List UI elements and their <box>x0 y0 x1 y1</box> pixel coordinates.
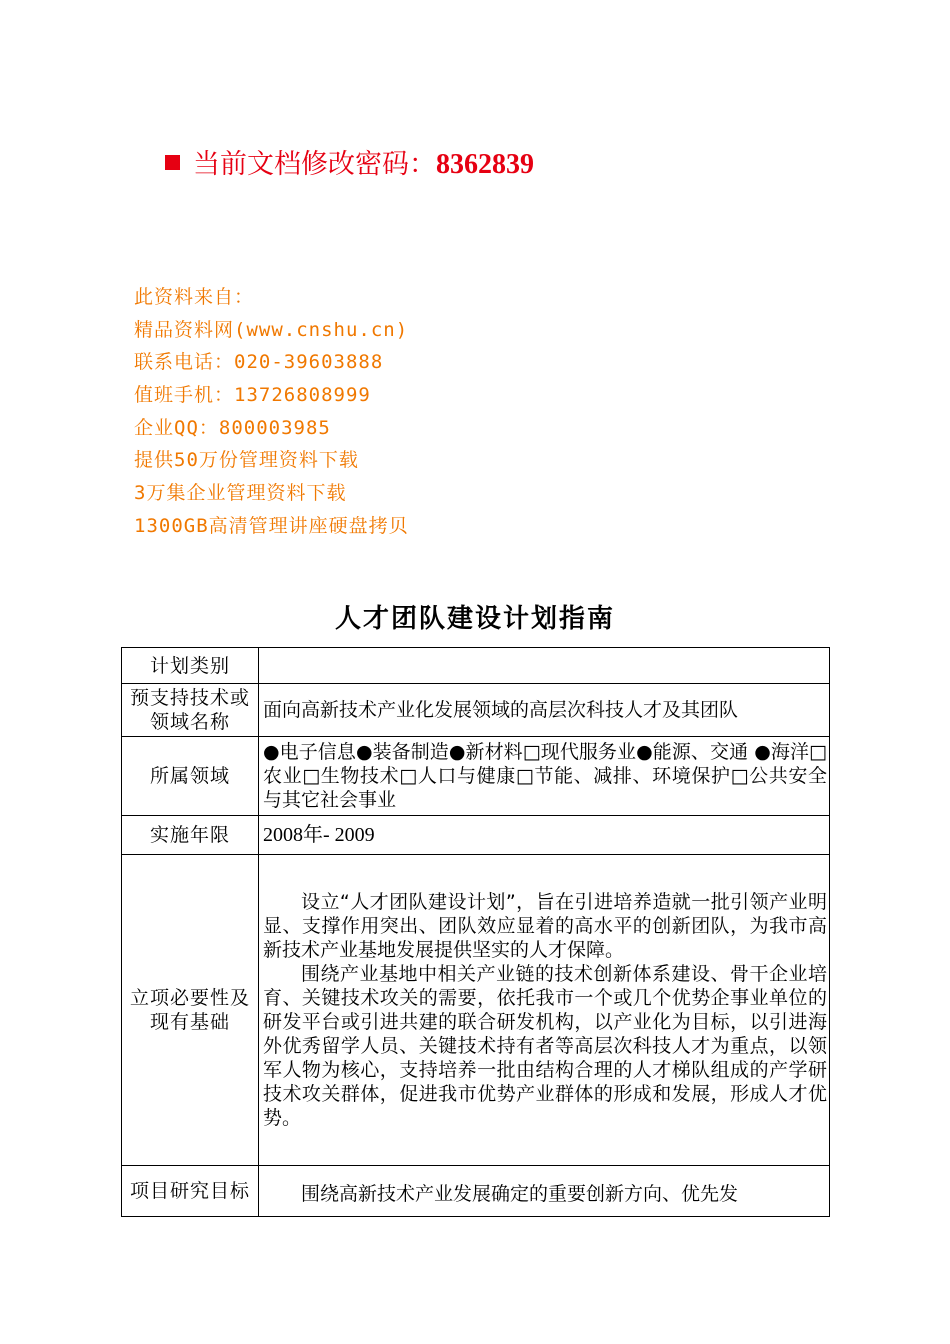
document-title: 人才团队建设计划指南 <box>334 604 615 634</box>
password-value: 8362839 <box>436 149 534 180</box>
table-row <box>122 737 830 816</box>
table-row <box>122 684 830 737</box>
row-value: 面向高新技术产业化发展领域的高层次科技人才及其团队 <box>259 684 830 737</box>
paragraph: 设立“人才团队建设计划”，旨在引进培养造就一批引领产业明显、支撑作用突出、团队效应显着的高水平的创新团队，为我市高新技术产业基地发展提供坚实的人才保障。 <box>263 891 827 961</box>
paragraph: 围绕高新技术产业发展确定的重要创新方向、优先发 <box>301 1183 739 1205</box>
row-label: 实施年限 <box>122 816 259 855</box>
source-line: 此资料来自： <box>134 286 255 308</box>
plan-table <box>121 647 830 1217</box>
row-value <box>259 648 830 684</box>
source-line: 值班手机：13726808999 <box>134 384 371 407</box>
table-row <box>122 816 830 855</box>
row-label: 计划类别 <box>122 648 259 684</box>
source-line: 联系电话：020-39603888 <box>134 351 384 374</box>
row-value: ●电子信息●装备制造●新材料□现代服务业●能源、交通 ●海洋□农业□生物技术□人口与健康□节能、减排、环境保护□公共安全与其它社会事业 <box>259 737 830 816</box>
source-line: 精品资料网(www.cnshu.cn) <box>134 318 409 341</box>
source-line: 提供50万份管理资料下载 <box>134 449 359 472</box>
red-square-bullet-icon <box>165 155 180 170</box>
row-value: 2008年- 2009 <box>259 816 830 855</box>
table-row <box>122 1166 830 1217</box>
source-line: 企业QQ：800003985 <box>134 416 331 439</box>
password-notice <box>165 142 534 181</box>
row-label: 预支持技术或领域名称 <box>122 684 259 737</box>
source-line: 3万集企业管理资料下载 <box>134 482 347 505</box>
source-info-block <box>134 281 409 543</box>
source-line: 1300GB高清管理讲座硬盘拷贝 <box>134 514 409 537</box>
row-value <box>259 855 830 1166</box>
table-row <box>122 648 830 684</box>
paragraph: 围绕产业基地中相关产业链的技术创新体系建设、骨干企业培育、关键技术攻关的需要，依托我市一个或几个优势企事业单位的研发平台或引进共建的联合研发机构，以产业化为目标，以引进海外优秀留学人员、关键技术持有者等高层次科技人才为重点，以领军人物为核心，支持培养一批由结构合理的人才梯队组成的产学研技术攻关群体，促进我市优势产业群体的形成和发展，形成人才优势。 <box>263 963 827 1129</box>
password-label: 当前文档修改密码： <box>193 149 436 180</box>
table-row <box>122 855 830 1166</box>
row-value <box>259 1166 830 1217</box>
row-label: 项目研究目标 <box>122 1166 259 1217</box>
row-label: 所属领域 <box>122 737 259 816</box>
row-label: 立项必要性及现有基础 <box>122 855 259 1166</box>
